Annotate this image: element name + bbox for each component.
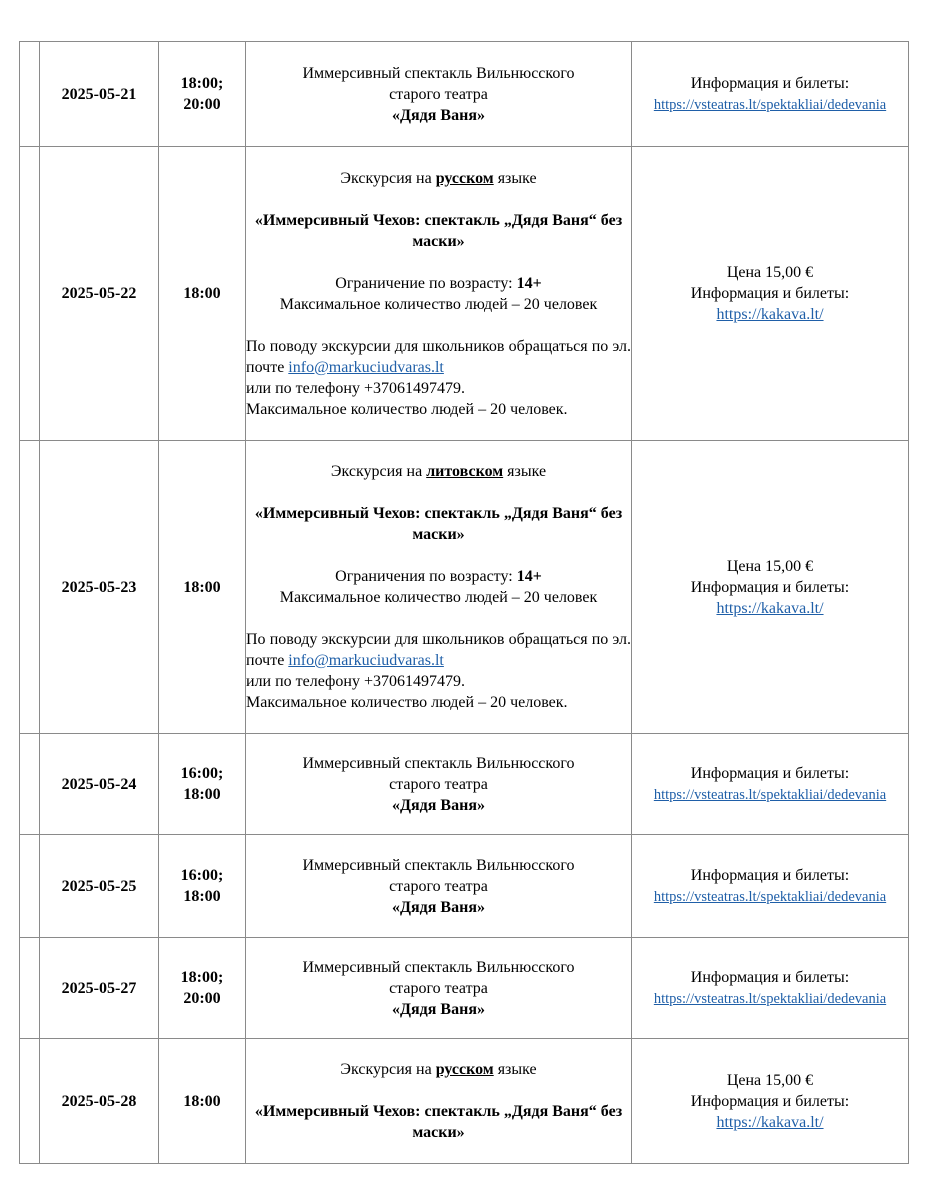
age-restriction (246, 273, 631, 294)
time-cell (159, 734, 246, 835)
info-label: Информация и билеты: (690, 765, 850, 782)
intro-text: Экскурсия на (340, 1061, 436, 1078)
date-cell: 2025-05-23 (40, 441, 159, 734)
event-cell (246, 42, 632, 147)
tickets-link[interactable]: https://vsteatras.lt/spektakliai/dedevania (653, 889, 887, 905)
event-title: «Иммерсивный Чехов: спектакль „Дядя Ваня“ без маски» (254, 1103, 623, 1141)
row-marker-cell (20, 835, 40, 938)
event-line: старого театра (389, 877, 488, 895)
row-marker-cell (20, 441, 40, 734)
info-cell (632, 1039, 909, 1164)
info-cell (632, 147, 909, 441)
intro-text: языке (493, 169, 537, 187)
tickets-link[interactable]: https://vsteatras.lt/spektakliai/dedevania (653, 787, 887, 803)
table-row (20, 734, 909, 835)
time-text: 18:00; 20:00 (180, 75, 224, 113)
event-line: Иммерсивный спектакль Вильнюсского (302, 856, 575, 874)
schedule-table (19, 41, 909, 1164)
info-cell (632, 938, 909, 1039)
tickets-link[interactable]: https://kakava.lt/ (716, 1113, 824, 1131)
info-cell (632, 835, 909, 938)
table-row (20, 1039, 909, 1164)
event-line: старого театра (389, 775, 488, 793)
time-text: 16:00; 18:00 (180, 765, 224, 803)
row-marker-cell (20, 147, 40, 441)
info-label: Информация и билеты: (690, 285, 850, 302)
date-cell: 2025-05-22 (40, 147, 159, 441)
info-label: Информация и билеты: (690, 1092, 850, 1110)
school-text: По поводу экскурсии для школьников обращаться по эл. почте (246, 337, 631, 376)
max-people: Максимальное количество людей – 20 человек (279, 295, 598, 313)
event-title: «Дядя Ваня» (392, 796, 485, 814)
info-cell (632, 42, 909, 147)
age-value: 14+ (516, 568, 542, 585)
event-title: «Дядя Ваня» (392, 898, 485, 916)
time-cell: 18:00 (159, 441, 246, 734)
event-title: «Дядя Ваня» (392, 1000, 485, 1018)
time-cell (159, 42, 246, 147)
event-line: старого театра (389, 85, 488, 103)
time-cell (159, 835, 246, 938)
date-cell: 2025-05-25 (40, 835, 159, 938)
age-value: 14+ (516, 274, 542, 292)
info-label: Информация и билеты: (690, 578, 850, 596)
price: Цена 15,00 € (726, 1071, 814, 1089)
age-label: Ограничение по возрасту: (335, 274, 517, 292)
info-label: Информация и билеты: (690, 75, 850, 92)
info-cell (632, 734, 909, 835)
event-cell (246, 147, 632, 441)
tour-intro (246, 461, 631, 482)
table-row (20, 147, 909, 441)
row-marker-cell (20, 1039, 40, 1164)
row-marker-cell (20, 938, 40, 1039)
event-title: «Иммерсивный Чехов: спектакль „Дядя Ваня“ без маски» (254, 211, 623, 250)
email-link[interactable]: info@markuciudvaras.lt (288, 358, 444, 376)
event-title: «Дядя Ваня» (392, 106, 485, 124)
age-label: Ограничения по возрасту: (335, 568, 517, 585)
phone-line: или по телефону +37061497479. (246, 379, 465, 397)
table-row (20, 938, 909, 1039)
event-line: Иммерсивный спектакль Вильнюсского (302, 958, 575, 976)
time-text: 16:00; 18:00 (180, 867, 224, 905)
time-cell: 18:00 (159, 147, 246, 441)
tour-intro (246, 168, 631, 189)
date-cell: 2025-05-24 (40, 734, 159, 835)
event-cell (246, 734, 632, 835)
tour-language: русском (435, 1061, 494, 1078)
school-contact (246, 629, 631, 671)
intro-text: Экскурсия на (330, 463, 427, 480)
price: Цена 15,00 € (726, 557, 814, 575)
school-text: По поводу экскурсии для школьников обращаться по эл. почте (246, 631, 631, 669)
time-cell: 18:00 (159, 1039, 246, 1164)
table-row (20, 42, 909, 147)
max-people-note: Максимальное количество людей – 20 человек. (246, 694, 568, 711)
table-row (20, 441, 909, 734)
row-marker-cell (20, 42, 40, 147)
tour-language: русском (435, 169, 494, 187)
event-line: старого театра (389, 979, 488, 997)
tickets-link[interactable]: https://kakava.lt/ (716, 306, 824, 323)
info-label: Информация и билеты: (690, 969, 850, 986)
intro-text: Экскурсия на (340, 169, 436, 187)
event-cell (246, 1039, 632, 1164)
intro-text: языке (493, 1061, 537, 1078)
date-cell: 2025-05-21 (40, 42, 159, 147)
time-text: 18:00; 20:00 (180, 969, 224, 1007)
price: Цена 15,00 € (726, 264, 814, 281)
date-cell: 2025-05-28 (40, 1039, 159, 1164)
time-cell (159, 938, 246, 1039)
phone-line: или по телефону +37061497479. (246, 673, 465, 690)
event-cell (246, 938, 632, 1039)
tickets-link[interactable]: https://vsteatras.lt/spektakliai/dedevania (653, 991, 887, 1007)
tickets-link[interactable]: https://vsteatras.lt/spektakliai/dedevania (653, 97, 887, 113)
intro-text: языке (503, 463, 547, 480)
event-line: Иммерсивный спектакль Вильнюсского (302, 64, 575, 82)
row-marker-cell (20, 734, 40, 835)
event-line: Иммерсивный спектакль Вильнюсского (302, 754, 575, 772)
event-cell (246, 441, 632, 734)
max-people: Максимальное количество людей – 20 человек (279, 589, 598, 606)
table-row (20, 835, 909, 938)
info-cell (632, 441, 909, 734)
school-contact (246, 336, 631, 378)
tour-language: литовском (426, 463, 504, 480)
date-cell: 2025-05-27 (40, 938, 159, 1039)
tour-intro (246, 1059, 631, 1080)
max-people-note: Максимальное количество людей – 20 человек. (246, 400, 568, 418)
age-restriction (246, 566, 631, 587)
email-link[interactable]: info@markuciudvaras.lt (288, 652, 444, 669)
event-title: «Иммерсивный Чехов: спектакль „Дядя Ваня“ без маски» (254, 505, 623, 543)
info-label: Информация и билеты: (690, 867, 850, 884)
event-cell (246, 835, 632, 938)
tickets-link[interactable]: https://kakava.lt/ (716, 599, 824, 617)
